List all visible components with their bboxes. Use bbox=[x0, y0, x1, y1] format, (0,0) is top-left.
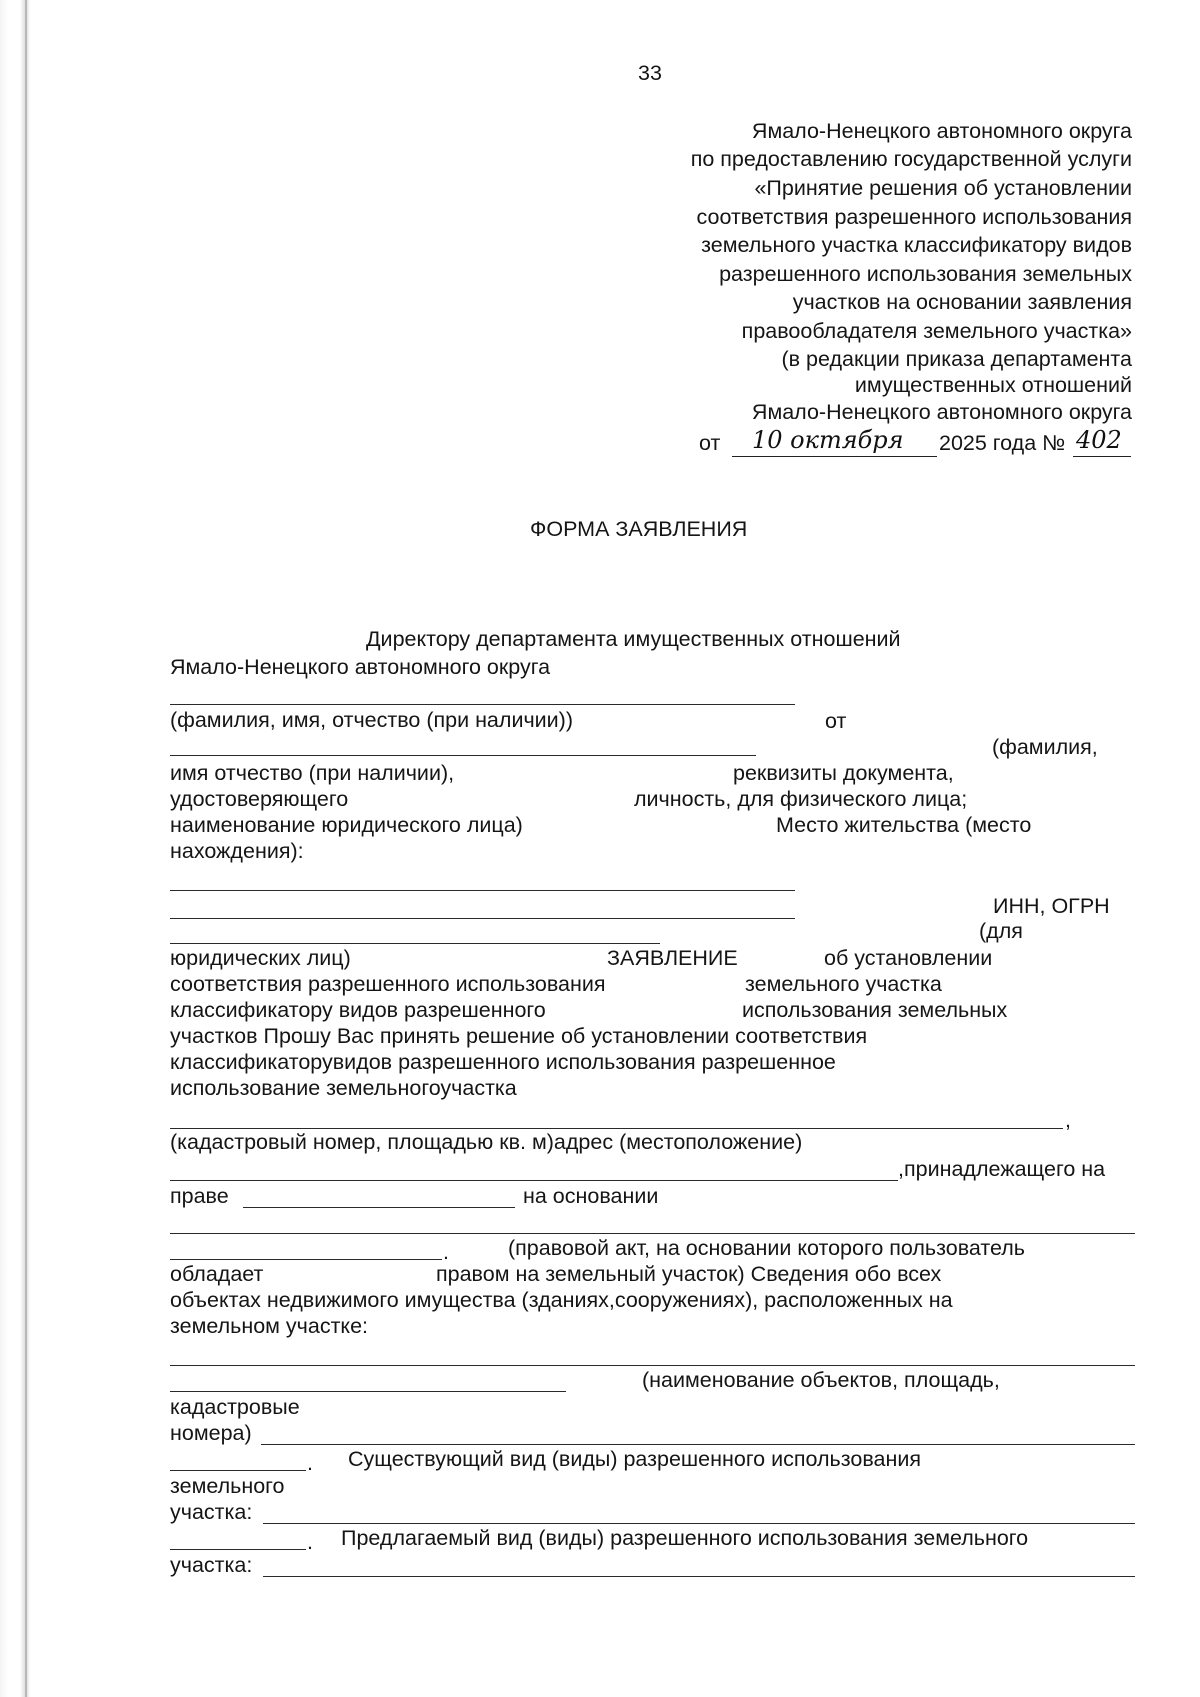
land-label: земельного bbox=[170, 1474, 285, 1498]
cadastral-caption: (кадастровый номер, площадью кв. м)адрес (местоположение) bbox=[170, 1130, 803, 1154]
land-label: участка: bbox=[170, 1553, 253, 1577]
applicant-caption: имя отчество (при наличии), bbox=[170, 761, 455, 785]
applicant-caption: личность, для физического лица; bbox=[634, 787, 968, 811]
form-title: ФОРМА ЗАЯВЛЕНИЯ bbox=[530, 517, 748, 541]
proposed-use-label: Предлагаемый вид (виды) разрешенного использования земельного bbox=[341, 1526, 1029, 1550]
header-line: по предоставлению государственной услуги bbox=[690, 147, 1132, 171]
comma: , bbox=[1065, 1108, 1071, 1132]
basis-label: на основании bbox=[523, 1184, 659, 1208]
dot: . bbox=[443, 1240, 449, 1264]
date-underline bbox=[732, 456, 937, 457]
header-line: имущественных отношений bbox=[854, 373, 1132, 397]
land-label: участка: bbox=[170, 1500, 253, 1524]
header-line: Ямало-Ненецкого автономного округа bbox=[751, 119, 1132, 143]
objects-caption: (наименование объектов, площадь, bbox=[642, 1368, 1000, 1392]
date-suffix: 2025 года № bbox=[939, 431, 1066, 455]
applicant-line bbox=[170, 755, 756, 756]
scan-edge-line bbox=[25, 0, 27, 1697]
header-line: земельного участка классификатору видов bbox=[701, 233, 1132, 257]
proposed-use-value-line bbox=[263, 1576, 1135, 1577]
header-line: Ямало-Ненецкого автономного округа bbox=[751, 400, 1132, 424]
existing-use-line bbox=[170, 1470, 306, 1471]
inn-line bbox=[170, 943, 660, 944]
right-line bbox=[243, 1207, 515, 1208]
addressee-line: Ямало-Ненецкого автономного округа bbox=[170, 655, 551, 679]
header-line: разрешенного использования земельных bbox=[719, 262, 1132, 286]
paragraph-line: использование земельногоучастка bbox=[170, 1076, 517, 1100]
inn-label: (для bbox=[979, 919, 1023, 943]
cadastral-line bbox=[170, 1128, 1063, 1129]
address-line bbox=[170, 890, 795, 891]
proposed-use-line bbox=[170, 1549, 306, 1550]
page-number: 33 bbox=[638, 61, 662, 85]
applicant-caption: наименование юридического лица) bbox=[170, 813, 523, 837]
address-label: Место жительства (место bbox=[776, 813, 1032, 837]
belongs-label: ,принадлежащего на bbox=[898, 1157, 1106, 1181]
applicant-caption: (фамилия, bbox=[992, 735, 1098, 759]
legal-basis-line bbox=[170, 1259, 442, 1260]
cadastral-numbers-label: кадастровые bbox=[170, 1395, 300, 1419]
statement-subtitle: об установлении bbox=[824, 946, 993, 970]
legal-act-caption: (правовой акт, на основании которого пользователь bbox=[508, 1236, 1025, 1260]
date-prefix: от bbox=[699, 431, 721, 455]
handwritten-date: 10 октября bbox=[752, 426, 904, 454]
applicant-caption: удостоверяющего bbox=[170, 787, 349, 811]
objects-line bbox=[170, 1391, 566, 1392]
dot: . bbox=[307, 1530, 313, 1554]
inn-label: ИНН, ОГРН bbox=[993, 894, 1110, 918]
paragraph-line: участков Прошу Вас принять решение об установлении соответствия bbox=[170, 1024, 868, 1048]
fio-line bbox=[170, 704, 795, 705]
objects-intro: объектах недвижимого имущества (зданиях,сооружениях), расположенных на bbox=[170, 1288, 953, 1312]
paragraph-line: классификатору видов разрешенного bbox=[170, 998, 546, 1022]
header-line: участков на основании заявления bbox=[792, 290, 1132, 314]
address-line bbox=[170, 918, 795, 919]
applicant-caption: реквизиты документа, bbox=[733, 761, 954, 785]
legal-act-caption: обладает bbox=[170, 1262, 264, 1286]
number-underline bbox=[1073, 456, 1131, 457]
existing-use-label: Существующий вид (виды) разрешенного использования bbox=[348, 1447, 921, 1471]
header-line: правообладателя земельного участка» bbox=[741, 319, 1132, 343]
objects-line bbox=[170, 1365, 1135, 1366]
dot: . bbox=[307, 1451, 313, 1475]
address-location-line bbox=[170, 1180, 898, 1181]
address-label: нахождения): bbox=[170, 839, 304, 863]
paragraph-line: классификаторувидов разрешенного использования разрешенное bbox=[170, 1050, 836, 1074]
fio-caption: (фамилия, имя, отчество (при наличии)) bbox=[170, 708, 573, 732]
from-label: от bbox=[825, 709, 847, 733]
legal-basis-line bbox=[170, 1233, 1135, 1234]
header-line: соответствия разрешенного использования bbox=[696, 205, 1132, 229]
handwritten-number: 402 bbox=[1076, 426, 1122, 454]
inn-caption: юридических лиц) bbox=[170, 946, 351, 970]
objects-intro: земельном участке: bbox=[170, 1314, 369, 1338]
paragraph-line: соответствия разрешенного использования bbox=[170, 972, 606, 996]
objects-intro: правом на земельный участок) Сведения обо всех bbox=[436, 1262, 942, 1286]
existing-use-value-line bbox=[263, 1523, 1135, 1524]
addressee-line: Директору департамента имущественных отношений bbox=[366, 627, 901, 651]
paragraph-line: использования земельных bbox=[742, 998, 1008, 1022]
paragraph-line: земельного участка bbox=[745, 972, 942, 996]
right-label: праве bbox=[170, 1184, 229, 1208]
statement-title: ЗАЯВЛЕНИЕ bbox=[607, 946, 738, 970]
cadastral-numbers-line bbox=[261, 1444, 1135, 1445]
header-line: «Принятие решения об установлении bbox=[754, 176, 1132, 200]
cadastral-numbers-label: номера) bbox=[170, 1421, 252, 1445]
header-line: (в редакции приказа департамента bbox=[781, 347, 1132, 371]
